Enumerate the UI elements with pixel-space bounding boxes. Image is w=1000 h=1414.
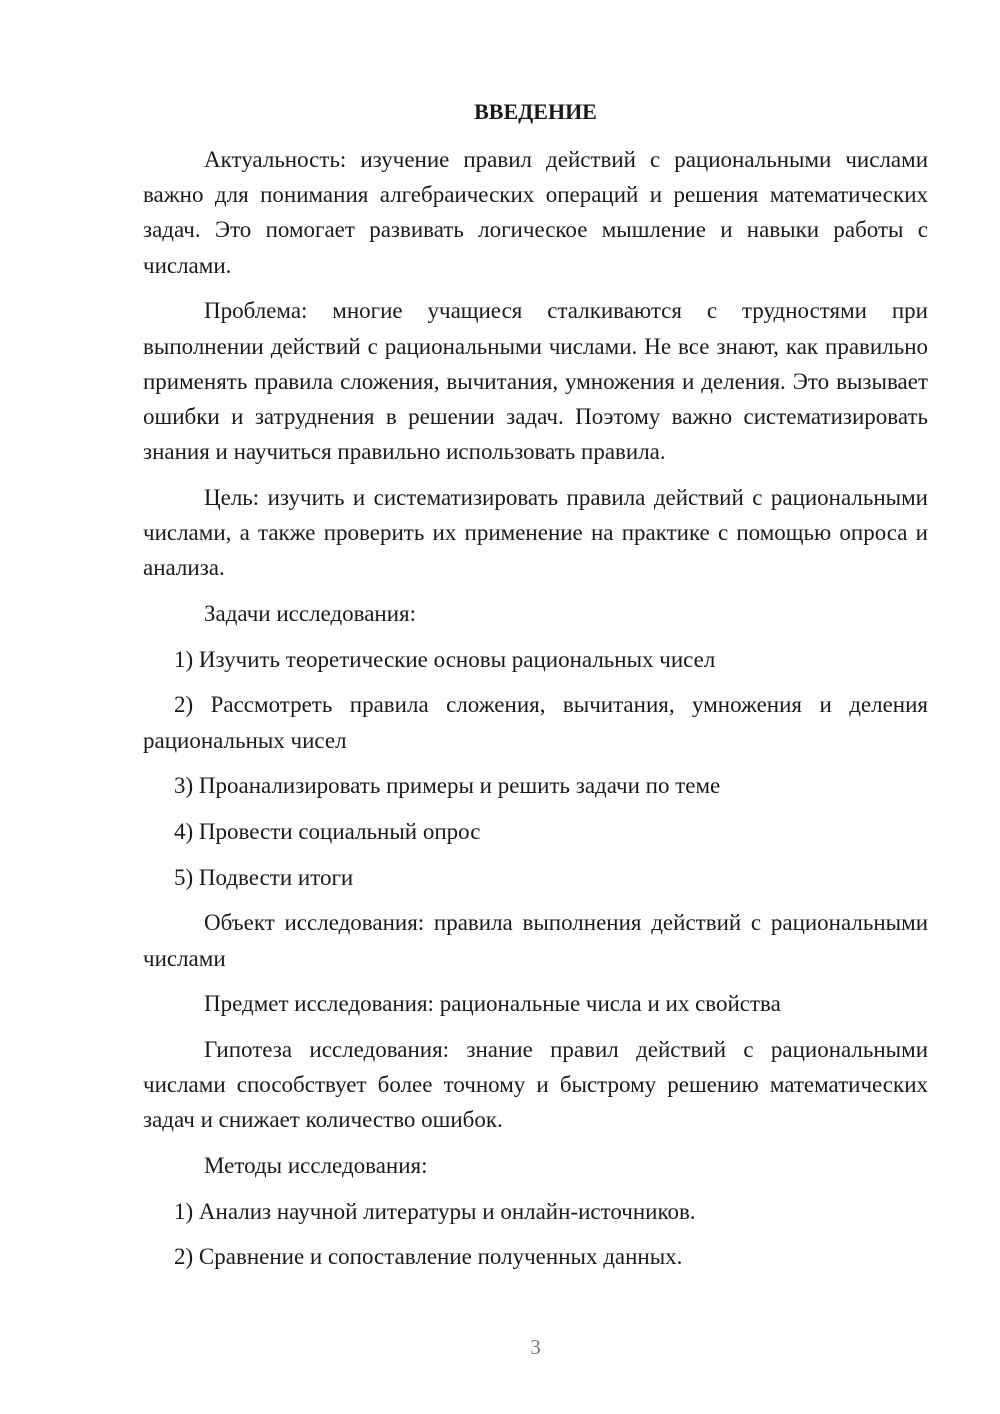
document-body	[143, 142, 928, 1285]
page-number: 3	[530, 1335, 541, 1359]
problem-paragraph: Проблема: многие учащиеся сталкиваются с трудностями при выполнении действий с рациональными числами. Не все знают, как правильно применять правила сложения, вычитания, умножения и деления. Это вызывает ошибки и затруднения в решении задач. Поэтому важно систематизировать знания и научиться правильно использовать правила.	[143, 298, 928, 465]
relevance-paragraph: Актуальность: изучение правил действий с рациональными числами важно для понимания алгебраических операций и решения математических задач. Это помогает развивать логическое мышление и навыки работы с числами.	[143, 147, 928, 278]
method-item: 2) Сравнение и сопоставление полученных данных.	[174, 1244, 683, 1270]
tasks-heading: Задачи исследования:	[204, 600, 417, 626]
task-item: 3) Проанализировать примеры и решить задачи по теме	[174, 773, 721, 799]
methods-heading: Методы исследования:	[204, 1153, 428, 1179]
object-paragraph: Объект исследования: правила выполнения действий с рациональными числами	[143, 910, 928, 971]
task-item: 5) Подвести итоги	[174, 864, 354, 890]
method-item: 1) Анализ научной литературы и онлайн-источников.	[174, 1198, 696, 1224]
hypothesis-paragraph: Гипотеза исследования: знание правил действий с рациональными числами способствует более точному и быстрому решению математических задач и снижает количество ошибок.	[143, 1036, 928, 1133]
task-item: 4) Провести социальный опрос	[174, 818, 481, 844]
section-title: ВВЕДЕНИЕ	[474, 99, 597, 124]
goal-paragraph: Цель: изучить и систематизировать правила действий с рациональными числами, а также проверить их применение на практике с помощью опроса и анализа.	[143, 484, 928, 581]
document-page	[143, 0, 928, 1414]
subject-paragraph: Предмет исследования: рациональные числа и их свойства	[204, 991, 781, 1017]
task-item: 1) Изучить теоретические основы рациональных чисел	[174, 646, 716, 672]
task-item: 2) Рассмотреть правила сложения, вычитания, умножения и деления рациональных чисел	[143, 692, 928, 753]
